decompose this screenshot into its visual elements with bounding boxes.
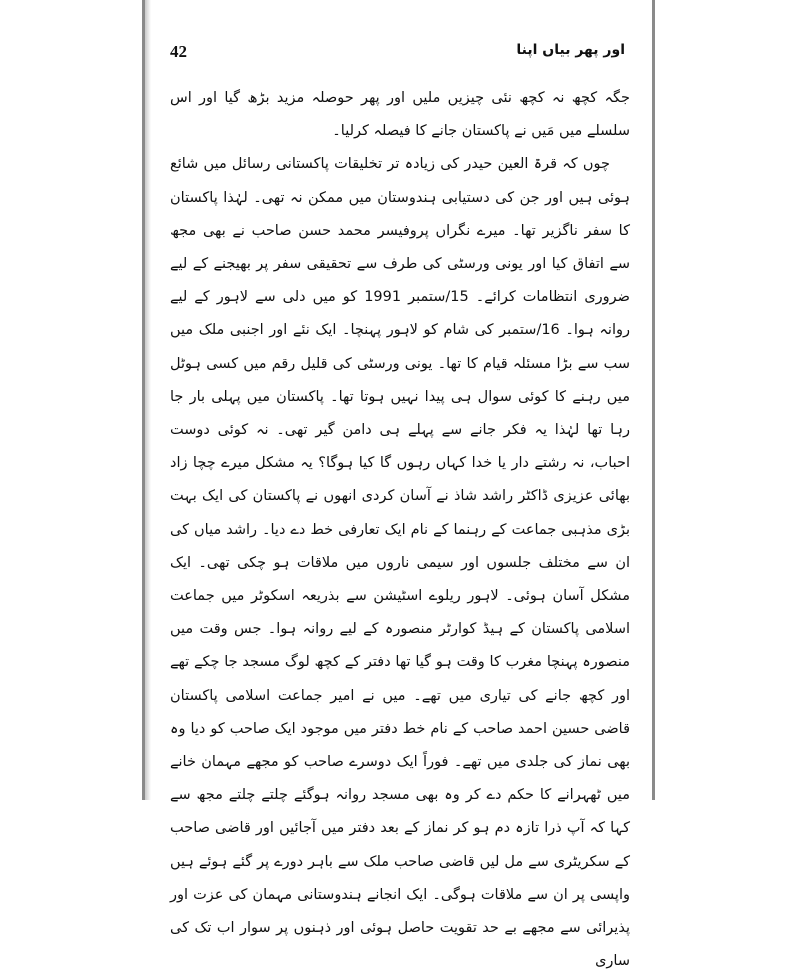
page-gutter-shadow [145,0,151,800]
paragraph-2: چوں کہ قرۃ العین حیدر کی زیادہ تر تخلیقات پاکستانی رسائل میں شائع ہوئی ہیں اور جن کی دستیابی ہندوستان میں ممکن نہ تھی۔ لہٰذا پاکستان کا سفر ناگزیر تھا۔ میرے نگراں پروفیسر محمد حسن صاحب نے بھی مجھ سے اتفاق کیا اور یونی ورسٹی کی طرف سے تحقیقی سفر پر بھیجنے کے لیے ضروری انتظامات کرائے۔ 15/ستمبر 1991 کو میں دلی سے لاہور کے لیے روانہ ہوا۔ 16/ستمبر کی شام کو لاہور پہنچا۔ ایک نئے اور اجنبی ملک میں سب سے بڑا مسئلہ قیام کا تھا۔ یونی ورسٹی کی قلیل رقم میں کسی ہوٹل میں رہنے کا کوئی سوال ہی پیدا نہیں ہوتا تھا۔ پاکستان میں پہلی بار جا رہا تھا لہٰذا یہ فکر جانے سے پہلے ہی دامن گیر تھی۔ نہ کوئی دوست احباب، نہ رشتے دار یا خدا کہاں رہوں گا کیا ہوگا؟ یہ مشکل میرے چچا زاد بھائی عزیزی ڈاکٹر راشد شاذ نے آسان کردی انھوں نے پاکستان کی ایک بہت بڑی مذہبی جماعت کے رہنما کے نام ایک تعارفی خط دے دیا۔ راشد میاں کی ان سے مختلف جلسوں اور سیمی ناروں میں ملاقات ہو چکی تھی۔ ایک مشکل آسان ہوئی۔ لاہور ریلوے اسٹیشن سے بذریعہ اسکوٹر میں جماعت اسلامی پاکستان کے ہیڈ کوارٹر منصورہ کے لیے روانہ ہوا۔ جس وقت میں منصورہ پہنچا مغرب کا وقت ہو گیا تھا دفتر کے کچھ لوگ مسجد جا چکے تھے اور کچھ جانے کی تیاری میں تھے۔ میں نے امیر جماعت اسلامی پاکستان قاضی حسین احمد صاحب کے نام خط دفتر میں موجود ایک صاحب کو دیا وہ بھی نماز کی جلدی میں تھے۔ فوراً ایک دوسرے صاحب کو مجھے مہمان خانے میں ٹھہرانے کا حکم دے کر وہ بھی مسجد روانہ ہوگئے چلتے چلتے مجھ سے کہا کہ آپ ذرا تازہ دم ہو کر نماز کے بعد دفتر میں آجائیں اور قاضی صاحب کے سکریٹری سے مل لیں قاضی صاحب ملک سے باہر دورے پر گئے ہوئے ہیں واپسی پر ان سے ملاقات ہوگی۔ ایک انجانے ہندوستانی مہمان کی عزت اور پذیرائی سے مجھے بے حد تقویت حاصل ہوئی اور ذہنوں پر سوار اب تک کی ساری [170,156,630,970]
page-header [170,42,625,72]
page-right-edge [652,0,655,800]
running-title: اور پھر بیاں اپنا [516,42,625,58]
paragraph-1: جگہ کچھ نہ کچھ نئی چیزیں ملیں اور پھر حوصلہ مزید بڑھ گیا اور اس سلسلے میں مَیں نے پاکستان جانے کا فیصلہ کرلیا۔ [170,90,630,140]
body-text [170,82,630,970]
page-number: 42 [170,42,187,61]
